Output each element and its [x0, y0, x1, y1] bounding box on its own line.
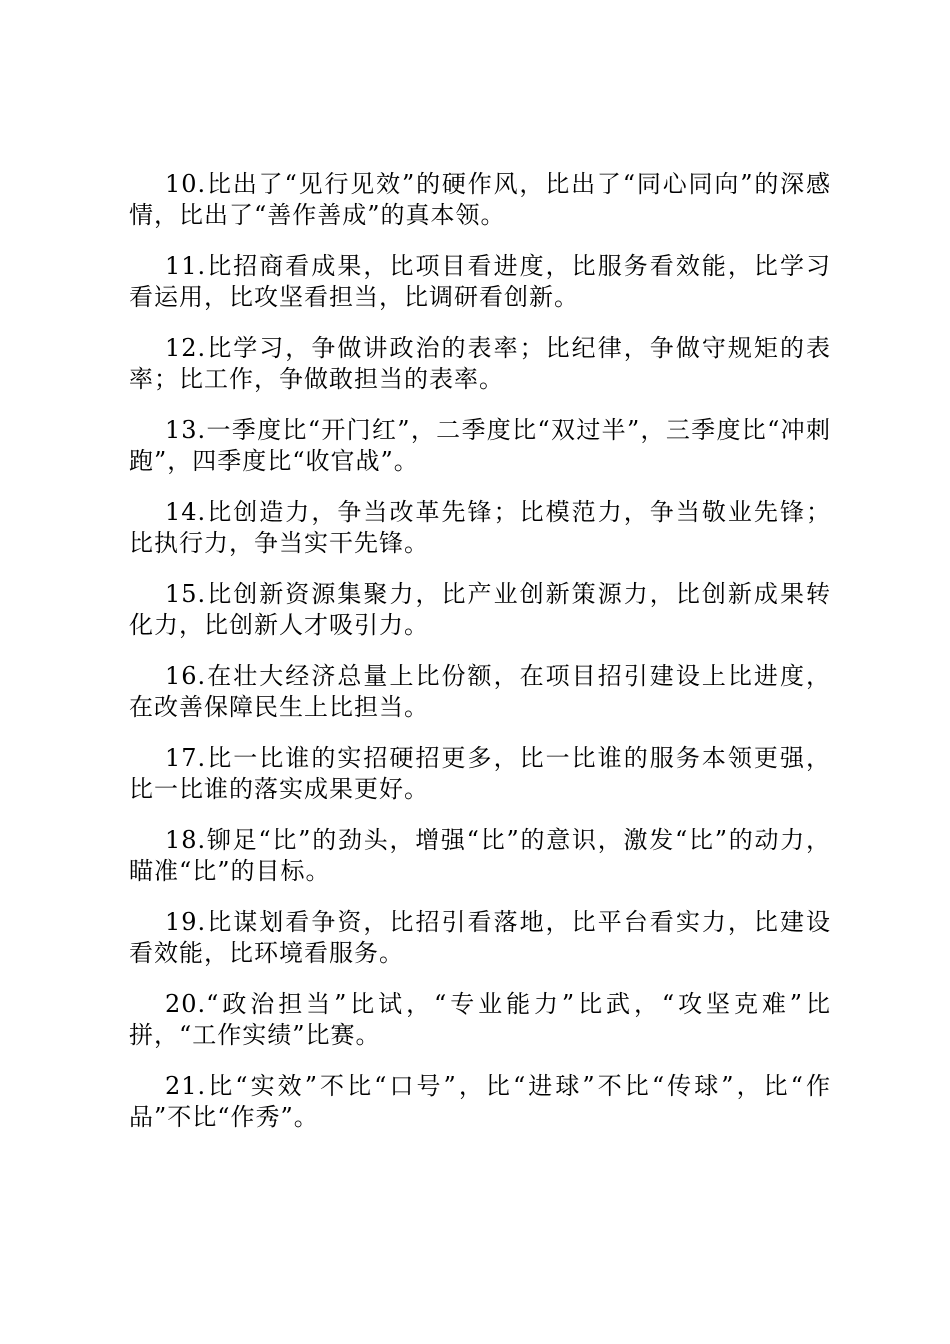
- paragraph-20: 20.“政治担当”比试，“专业能力”比武，“攻坚克难”比拼，“工作实绩”比赛。: [129, 990, 831, 1049]
- paragraph-19: 19.比谋划看争资，比招引看落地，比平台看实力，比建设看效能，比环境看服务。: [129, 908, 831, 967]
- paragraph-10: 10.比出了“见行见效”的硬作风，比出了“同心同向”的深感情，比出了“善作善成”的真本领。: [129, 170, 831, 229]
- document-body: [129, 169, 831, 1153]
- paragraph-14: 14.比创造力，争当改革先锋；比模范力，争当敬业先锋；比执行力，争当实干先锋。: [129, 498, 831, 557]
- paragraph-21: 21.比“实效”不比“口号”，比“进球”不比“传球”，比“作品”不比“作秀”。: [129, 1072, 831, 1131]
- paragraph-11: 11.比招商看成果，比项目看进度，比服务看效能，比学习看运用，比攻坚看担当，比调研看创新。: [129, 252, 831, 311]
- paragraph-16: 16.在壮大经济总量上比份额，在项目招引建设上比进度，在改善保障民生上比担当。: [129, 662, 831, 721]
- paragraph-12: 12.比学习，争做讲政治的表率；比纪律，争做守规矩的表率；比工作，争做敢担当的表率。: [129, 334, 831, 393]
- paragraph-15: 15.比创新资源集聚力，比产业创新策源力，比创新成果转化力，比创新人才吸引力。: [129, 580, 831, 639]
- paragraph-18: 18.铆足“比”的劲头，增强“比”的意识，激发“比”的动力，瞄准“比”的目标。: [129, 826, 831, 885]
- paragraph-13: 13.一季度比“开门红”，二季度比“双过半”，三季度比“冲刺跑”，四季度比“收官战”。: [129, 416, 831, 475]
- paragraph-17: 17.比一比谁的实招硬招更多，比一比谁的服务本领更强，比一比谁的落实成果更好。: [129, 744, 831, 803]
